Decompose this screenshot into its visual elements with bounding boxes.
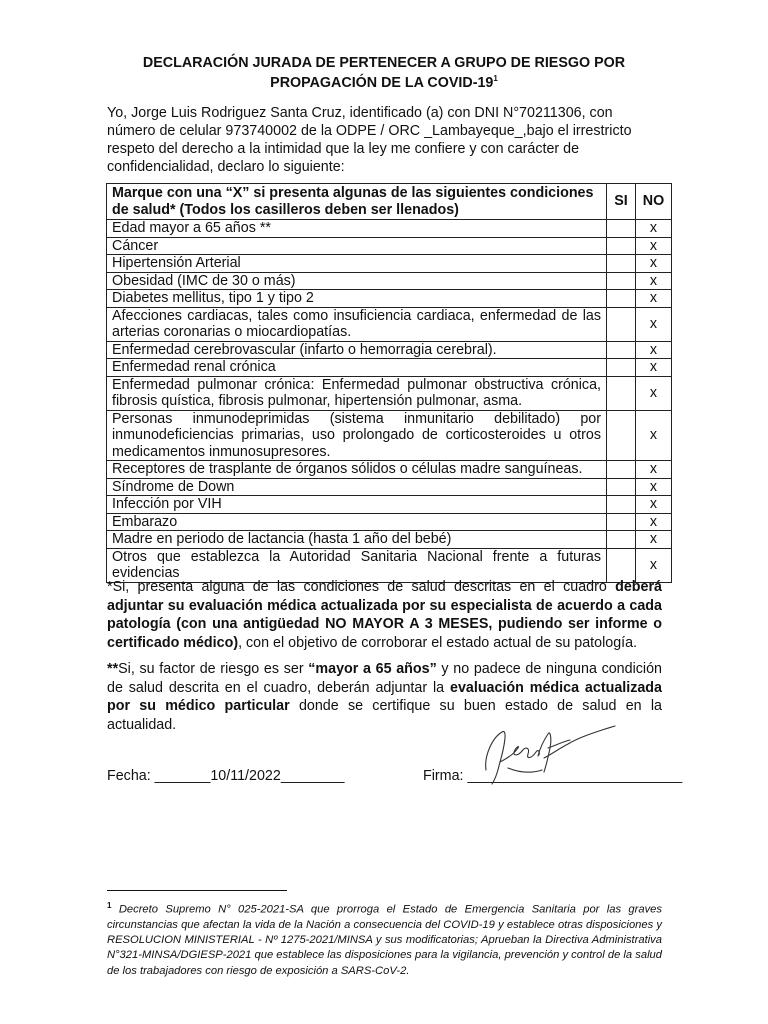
condition-label: Madre en periodo de lactancia (hasta 1 año del bebé) — [107, 531, 607, 549]
handwritten-signature — [478, 718, 618, 790]
condition-row — [107, 478, 672, 496]
note-specialist-evaluation — [107, 578, 662, 652]
note2-middle: y no padece de ninguna condición de salud descrita en el cuadro, deberán adjuntar la — [107, 661, 662, 696]
note2-star: ** — [107, 661, 119, 677]
footnote-divider — [107, 890, 287, 891]
note1-bold: deberá adjuntar su evaluación médica actualizada por su especialista de acuerdo a cada patología (con una antigüedad NO MAYOR A 3 MESES, pudiendo ser informe o certificado médico) — [107, 579, 662, 651]
title-line-2-text: PROPAGACIÓN DE LA COVID-19 — [270, 74, 494, 91]
conditions-body — [107, 220, 672, 583]
date-line: Fecha: _______10/11/2022________ — [107, 768, 345, 784]
no-mark-cell: x — [636, 255, 672, 273]
title-footnote-ref: 1 — [493, 74, 498, 83]
condition-label: Cáncer — [107, 237, 607, 255]
no-mark-cell: x — [636, 461, 672, 479]
si-checkbox-cell — [607, 255, 636, 273]
si-checkbox-cell — [607, 496, 636, 514]
condition-row — [107, 461, 672, 479]
condition-label: Receptores de trasplante de órganos sólidos o células madre sanguíneas. — [107, 461, 607, 479]
conditions-header-row — [107, 184, 672, 220]
si-checkbox-cell — [607, 410, 636, 461]
condition-row — [107, 272, 672, 290]
document-title — [100, 55, 668, 91]
condition-row — [107, 548, 672, 582]
no-mark-cell: x — [636, 496, 672, 514]
condition-label: Enfermedad renal crónica — [107, 359, 607, 377]
condition-label: Otros que establezca la Autoridad Sanitaria Nacional frente a futuras evidencias — [107, 548, 607, 582]
si-checkbox-cell — [607, 290, 636, 308]
condition-label: Afecciones cardiacas, tales como insuficiencia cardiaca, enfermedad de las arterias coronarias o miocardiopatías. — [107, 307, 607, 341]
note2-bold-evaluation: evaluación médica actualizada por su médico particular — [107, 679, 662, 714]
condition-label: Hipertensión Arterial — [107, 255, 607, 273]
condition-row — [107, 359, 672, 377]
si-checkbox-cell — [607, 461, 636, 479]
no-mark-cell: x — [636, 548, 672, 582]
note1-prefix: *Si, presenta alguna de las condiciones de salud descritas en el cuadro — [107, 579, 616, 595]
no-mark-cell: x — [636, 272, 672, 290]
si-checkbox-cell — [607, 376, 636, 410]
no-mark-cell: x — [636, 237, 672, 255]
note2-bold-age: “mayor a 65 años” — [308, 661, 437, 677]
si-checkbox-cell — [607, 237, 636, 255]
condition-row — [107, 513, 672, 531]
no-mark-cell: x — [636, 531, 672, 549]
footnote-text: Decreto Supremo N° 025-2021-SA que prorroga el Estado de Emergencia Sanitaria por las graves circunstancias que afectan la vida de la Nación a consecuencia del COVID-19 y establece otras disposiciones y RESOLUCION MINISTERIAL - Nº 1275-2021/MINSA y sus modificatorias; Aprueban la Directiva Administrativa N°321-MINSA/DGIESP-2021 que establece las disposiciones para la vigilancia, prevención y control de la salud de los trabajadores con riesgo de exposición a SARS-CoV-2. — [107, 903, 662, 977]
title-line-2 — [100, 71, 668, 91]
condition-label: Diabetes mellitus, tipo 1 y tipo 2 — [107, 290, 607, 308]
condition-row — [107, 220, 672, 238]
no-mark-cell: x — [636, 307, 672, 341]
si-checkbox-cell — [607, 272, 636, 290]
footnote — [107, 898, 662, 979]
condition-row — [107, 376, 672, 410]
condition-row — [107, 496, 672, 514]
condition-label: Personas inmunodeprimidas (sistema inmunitario debilitado) por inmunodeficiencias primarias, uso prolongado de corticosteroides u otros medicamentos inmunosupresores. — [107, 410, 607, 461]
condition-label: Infección por VIH — [107, 496, 607, 514]
condition-label: Enfermedad cerebrovascular (infarto o hemorragia cerebral). — [107, 341, 607, 359]
no-mark-cell: x — [636, 290, 672, 308]
condition-row — [107, 531, 672, 549]
conditions-table — [106, 183, 672, 583]
si-checkbox-cell — [607, 341, 636, 359]
note2-suffix: donde se certifique su buen estado de salud en la actualidad. — [107, 698, 663, 733]
si-checkbox-cell — [607, 359, 636, 377]
si-checkbox-cell — [607, 513, 636, 531]
column-no-header: NO — [636, 184, 672, 220]
title-line-1: DECLARACIÓN JURADA DE PERTENECER A GRUPO DE RIESGO POR — [142, 55, 626, 71]
no-mark-cell: x — [636, 220, 672, 238]
no-mark-cell: x — [636, 410, 672, 461]
si-checkbox-cell — [607, 307, 636, 341]
condition-row — [107, 255, 672, 273]
note2-prefix: Si, su factor de riesgo es ser — [118, 661, 309, 677]
condition-row — [107, 237, 672, 255]
condition-label: Enfermedad pulmonar crónica: Enfermedad pulmonar obstructiva crónica, fibrosis quística, fibrosis pulmonar, hipertensión pulmonar, asma. — [107, 376, 607, 410]
no-mark-cell: x — [636, 359, 672, 377]
footnote-number: 1 — [107, 901, 112, 910]
condition-label: Edad mayor a 65 años ** — [107, 220, 607, 238]
condition-label: Síndrome de Down — [107, 478, 607, 496]
signature-line: Firma: ___________________________ — [423, 768, 683, 784]
no-mark-cell: x — [636, 478, 672, 496]
condition-row — [107, 341, 672, 359]
intro-paragraph: Yo, Jorge Luis Rodriguez Santa Cruz, identificado (a) con DNI N°70211306, con número de celular 973740002 de la ODPE / ORC _Lambayeque_,bajo el irrestricto respeto del derecho a la intimidad que la ley me confiere y con carácter de confidencialidad, declaro lo siguiente: — [107, 105, 632, 175]
condition-label: Embarazo — [107, 513, 607, 531]
column-si-header: SI — [607, 184, 636, 220]
conditions-header: Marque con una “X” si presenta algunas de las siguientes condiciones de salud* (Todos los casilleros deben ser llenados) — [107, 184, 607, 220]
si-checkbox-cell — [607, 548, 636, 582]
no-mark-cell: x — [636, 341, 672, 359]
condition-row — [107, 307, 672, 341]
condition-row — [107, 290, 672, 308]
si-checkbox-cell — [607, 478, 636, 496]
si-checkbox-cell — [607, 220, 636, 238]
no-mark-cell: x — [636, 513, 672, 531]
si-checkbox-cell — [607, 531, 636, 549]
no-mark-cell: x — [636, 376, 672, 410]
condition-row — [107, 410, 672, 461]
note1-suffix: , con el objetivo de corroborar el estado actual de su patología. — [238, 634, 638, 651]
condition-label: Obesidad (IMC de 30 o más) — [107, 272, 607, 290]
